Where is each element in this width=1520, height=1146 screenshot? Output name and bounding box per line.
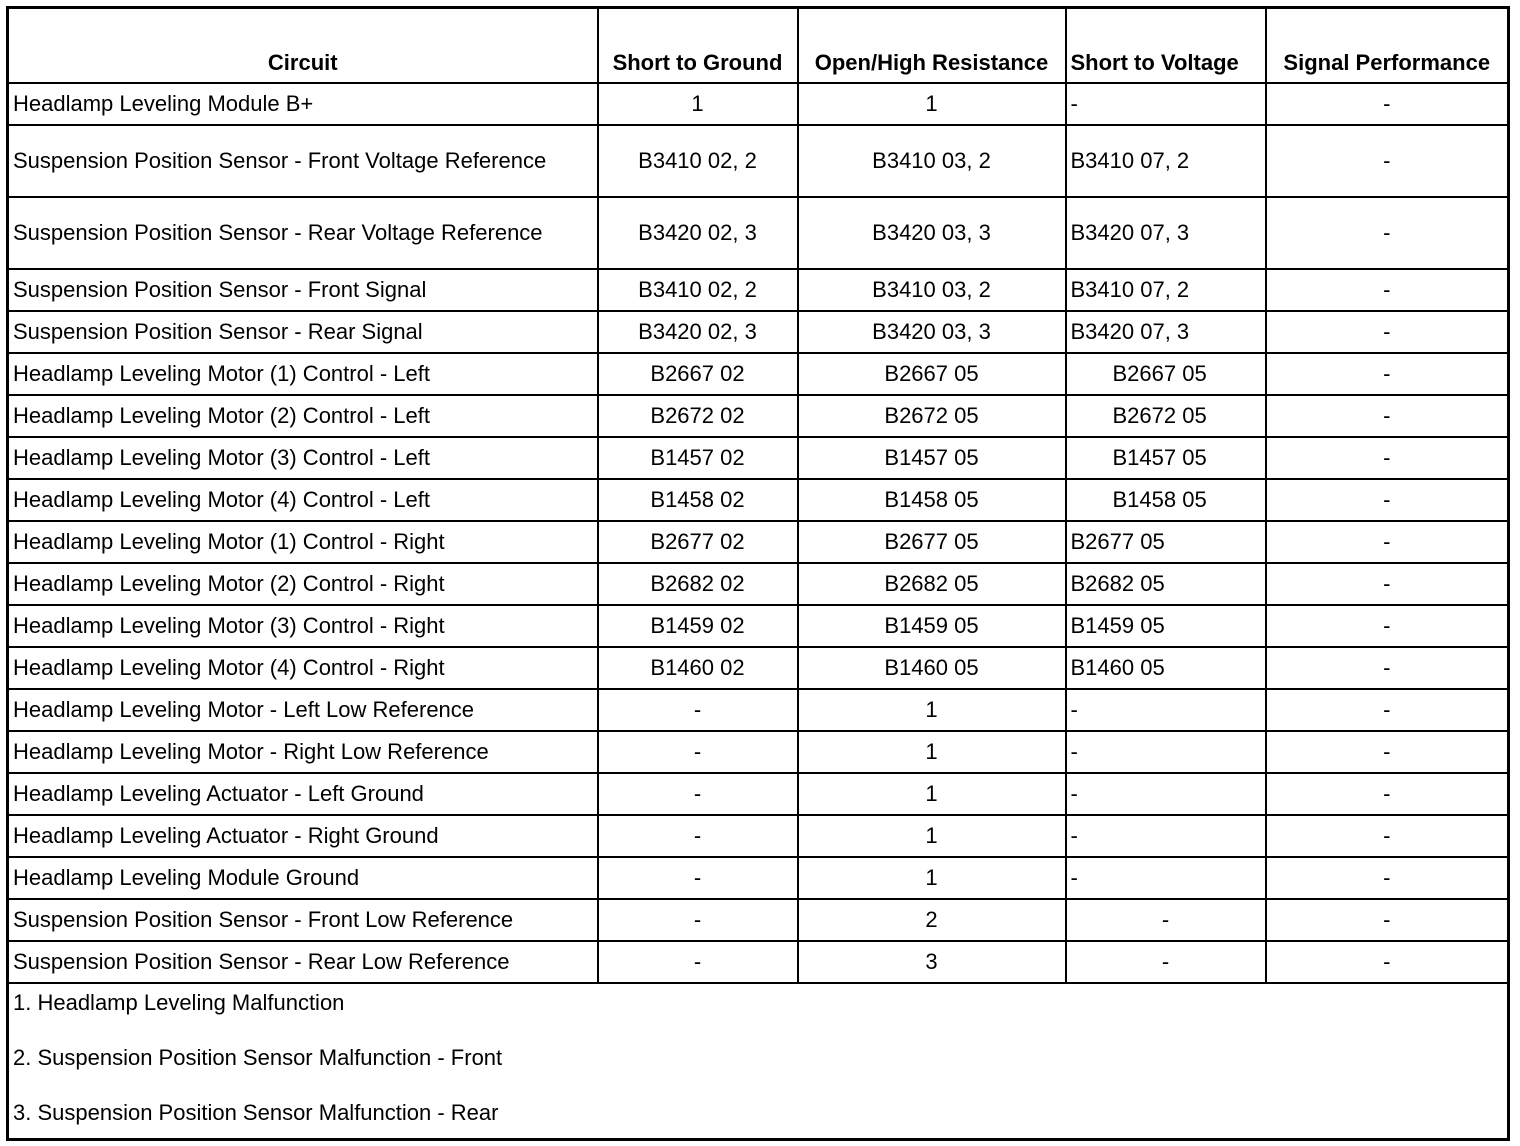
cell-signal-performance: - [1266, 521, 1509, 563]
cell-short-to-voltage: B2682 05 [1066, 563, 1266, 605]
cell-short-to-ground: - [598, 731, 798, 773]
cell-short-to-ground: B2682 02 [598, 563, 798, 605]
cell-open-high-resistance: 1 [798, 773, 1066, 815]
table-row [8, 857, 1509, 899]
cell-circuit: Headlamp Leveling Module B+ [8, 83, 598, 125]
cell-circuit: Headlamp Leveling Module Ground [8, 857, 598, 899]
cell-short-to-voltage: - [1066, 83, 1266, 125]
cell-short-to-ground: B1459 02 [598, 605, 798, 647]
cell-circuit: Headlamp Leveling Motor (1) Control - Right [8, 521, 598, 563]
table-row [8, 941, 1509, 983]
cell-open-high-resistance: 1 [798, 815, 1066, 857]
table-row [8, 437, 1509, 479]
cell-short-to-voltage: B1459 05 [1066, 605, 1266, 647]
cell-short-to-ground: - [598, 857, 798, 899]
cell-short-to-voltage: B2667 05 [1066, 353, 1266, 395]
header-signal-performance: Signal Performance [1266, 8, 1509, 84]
cell-short-to-voltage: - [1066, 731, 1266, 773]
cell-signal-performance: - [1266, 857, 1509, 899]
cell-circuit: Headlamp Leveling Motor (4) Control - Left [8, 479, 598, 521]
table-row [8, 125, 1509, 197]
table-row [8, 83, 1509, 125]
cell-short-to-voltage: B3420 07, 3 [1066, 311, 1266, 353]
cell-circuit: Headlamp Leveling Actuator - Left Ground [8, 773, 598, 815]
cell-circuit: Suspension Position Sensor - Front Voltage Reference [8, 125, 598, 197]
header-short-to-ground: Short to Ground [598, 8, 798, 84]
cell-circuit: Suspension Position Sensor - Front Signal [8, 269, 598, 311]
cell-signal-performance: - [1266, 437, 1509, 479]
cell-short-to-voltage: B1457 05 [1066, 437, 1266, 479]
table-row [8, 773, 1509, 815]
cell-short-to-voltage: - [1066, 941, 1266, 983]
cell-signal-performance: - [1266, 941, 1509, 983]
cell-circuit: Headlamp Leveling Motor (4) Control - Right [8, 647, 598, 689]
cell-short-to-ground: B1458 02 [598, 479, 798, 521]
cell-short-to-voltage: B3410 07, 2 [1066, 269, 1266, 311]
cell-short-to-voltage: - [1066, 815, 1266, 857]
cell-signal-performance: - [1266, 815, 1509, 857]
cell-short-to-voltage: - [1066, 857, 1266, 899]
table-row [8, 563, 1509, 605]
cell-signal-performance: - [1266, 647, 1509, 689]
cell-open-high-resistance: 1 [798, 731, 1066, 773]
cell-short-to-ground: - [598, 815, 798, 857]
cell-signal-performance: - [1266, 773, 1509, 815]
cell-circuit: Suspension Position Sensor - Rear Low Reference [8, 941, 598, 983]
cell-open-high-resistance: B2667 05 [798, 353, 1066, 395]
cell-open-high-resistance: 1 [798, 689, 1066, 731]
cell-open-high-resistance: B3410 03, 2 [798, 269, 1066, 311]
footnote-3: 3. Suspension Position Sensor Malfunction - Rear [13, 1100, 499, 1125]
cell-short-to-ground: B3410 02, 2 [598, 125, 798, 197]
cell-short-to-voltage: B2677 05 [1066, 521, 1266, 563]
cell-short-to-ground: B3410 02, 2 [598, 269, 798, 311]
table-row [8, 353, 1509, 395]
cell-open-high-resistance: B2672 05 [798, 395, 1066, 437]
table-body [8, 83, 1509, 983]
cell-signal-performance: - [1266, 125, 1509, 197]
table-row [8, 197, 1509, 269]
cell-signal-performance: - [1266, 395, 1509, 437]
cell-circuit: Headlamp Leveling Motor (2) Control - Left [8, 395, 598, 437]
table-row [8, 731, 1509, 773]
table-row [8, 311, 1509, 353]
table-row [8, 605, 1509, 647]
footnotes-cell [8, 983, 1509, 1140]
cell-short-to-ground: B2677 02 [598, 521, 798, 563]
cell-circuit: Suspension Position Sensor - Front Low Reference [8, 899, 598, 941]
cell-short-to-ground: B2672 02 [598, 395, 798, 437]
cell-open-high-resistance: B1460 05 [798, 647, 1066, 689]
header-short-to-voltage: Short to Voltage [1066, 8, 1266, 84]
cell-short-to-ground: B2667 02 [598, 353, 798, 395]
cell-short-to-voltage: B1458 05 [1066, 479, 1266, 521]
cell-short-to-ground: - [598, 941, 798, 983]
cell-circuit: Headlamp Leveling Motor (2) Control - Right [8, 563, 598, 605]
cell-open-high-resistance: 1 [798, 83, 1066, 125]
circuit-dtc-table [6, 6, 1510, 1141]
cell-signal-performance: - [1266, 731, 1509, 773]
cell-circuit: Headlamp Leveling Actuator - Right Ground [8, 815, 598, 857]
header-circuit: Circuit [8, 8, 598, 84]
cell-signal-performance: - [1266, 605, 1509, 647]
header-open-high-resistance: Open/High Resistance [798, 8, 1066, 84]
cell-circuit: Headlamp Leveling Motor - Left Low Reference [8, 689, 598, 731]
cell-open-high-resistance: B1459 05 [798, 605, 1066, 647]
cell-open-high-resistance: 2 [798, 899, 1066, 941]
cell-short-to-voltage: B1460 05 [1066, 647, 1266, 689]
footnotes-row [8, 983, 1509, 1140]
cell-open-high-resistance: B2682 05 [798, 563, 1066, 605]
cell-signal-performance: - [1266, 353, 1509, 395]
cell-short-to-ground: B3420 02, 3 [598, 311, 798, 353]
cell-short-to-ground: B1460 02 [598, 647, 798, 689]
cell-short-to-ground: B1457 02 [598, 437, 798, 479]
cell-circuit: Headlamp Leveling Motor - Right Low Reference [8, 731, 598, 773]
table-row [8, 395, 1509, 437]
table-row [8, 479, 1509, 521]
table-header-row [8, 8, 1509, 84]
cell-short-to-ground: - [598, 899, 798, 941]
cell-short-to-ground: - [598, 773, 798, 815]
cell-short-to-ground: 1 [598, 83, 798, 125]
cell-signal-performance: - [1266, 269, 1509, 311]
table-row [8, 815, 1509, 857]
table-row [8, 269, 1509, 311]
cell-signal-performance: - [1266, 479, 1509, 521]
cell-open-high-resistance: B3420 03, 3 [798, 311, 1066, 353]
cell-circuit: Headlamp Leveling Motor (3) Control - Left [8, 437, 598, 479]
cell-open-high-resistance: B1457 05 [798, 437, 1066, 479]
cell-open-high-resistance: 3 [798, 941, 1066, 983]
cell-circuit: Headlamp Leveling Motor (1) Control - Left [8, 353, 598, 395]
cell-short-to-voltage: - [1066, 773, 1266, 815]
cell-circuit: Suspension Position Sensor - Rear Signal [8, 311, 598, 353]
cell-open-high-resistance: B3410 03, 2 [798, 125, 1066, 197]
cell-circuit: Suspension Position Sensor - Rear Voltage Reference [8, 197, 598, 269]
cell-short-to-voltage: B3420 07, 3 [1066, 197, 1266, 269]
cell-circuit: Headlamp Leveling Motor (3) Control - Right [8, 605, 598, 647]
cell-open-high-resistance: 1 [798, 857, 1066, 899]
table-row [8, 521, 1509, 563]
cell-open-high-resistance: B2677 05 [798, 521, 1066, 563]
footnote-2: 2. Suspension Position Sensor Malfunction - Front [13, 1045, 503, 1070]
cell-open-high-resistance: B3420 03, 3 [798, 197, 1066, 269]
cell-signal-performance: - [1266, 899, 1509, 941]
cell-short-to-voltage: - [1066, 899, 1266, 941]
cell-short-to-ground: - [598, 689, 798, 731]
footnote-1: 1. Headlamp Leveling Malfunction [13, 990, 345, 1015]
cell-signal-performance: - [1266, 197, 1509, 269]
cell-short-to-voltage: B2672 05 [1066, 395, 1266, 437]
cell-short-to-voltage: B3410 07, 2 [1066, 125, 1266, 197]
table-row [8, 899, 1509, 941]
cell-signal-performance: - [1266, 563, 1509, 605]
table-row [8, 647, 1509, 689]
cell-signal-performance: - [1266, 83, 1509, 125]
cell-short-to-ground: B3420 02, 3 [598, 197, 798, 269]
cell-open-high-resistance: B1458 05 [798, 479, 1066, 521]
table-row [8, 689, 1509, 731]
cell-signal-performance: - [1266, 311, 1509, 353]
cell-short-to-voltage: - [1066, 689, 1266, 731]
cell-signal-performance: - [1266, 689, 1509, 731]
